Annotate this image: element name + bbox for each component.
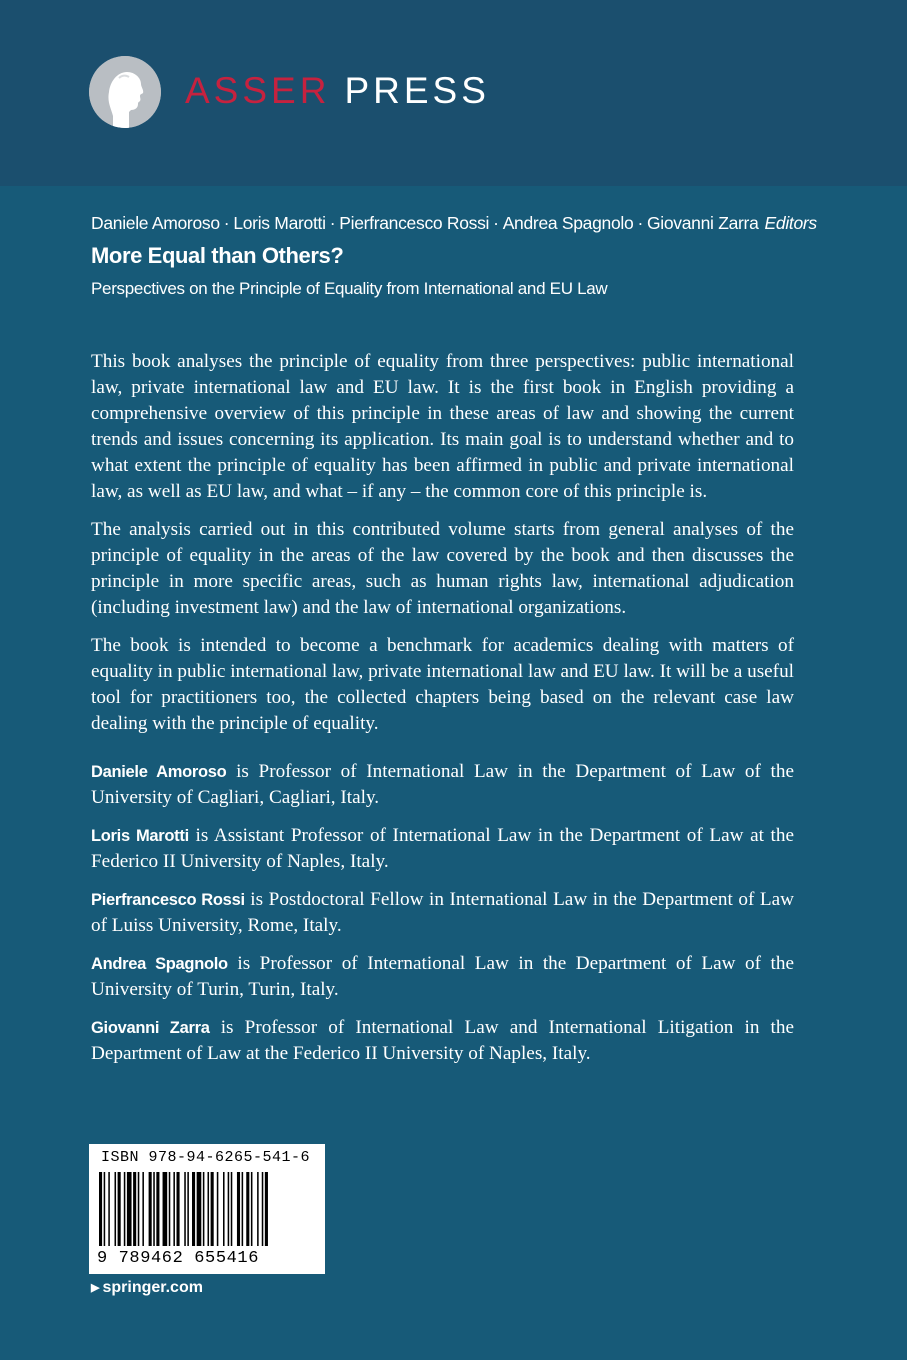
barcode-bar <box>262 1172 264 1246</box>
brand-asser: ASSER <box>185 70 331 111</box>
editor-name: Loris Marotti <box>233 213 326 233</box>
barcode-digits: 9 789462 655416 <box>97 1249 260 1268</box>
barcode-bar <box>99 1172 102 1246</box>
bio-name: Giovanni Zarra <box>91 1019 210 1037</box>
book-description <box>91 349 794 749</box>
barcode-bar <box>127 1172 132 1246</box>
barcode-bar <box>187 1172 189 1246</box>
isbn-barcode <box>89 1144 325 1274</box>
bio-name: Andrea Spagnolo <box>91 955 228 973</box>
barcode-bar <box>197 1172 202 1246</box>
bio-text: is Postdoctoral Fellow in International Law in the Department of Law of Luiss University, Rome, Italy. <box>91 889 794 936</box>
bio-name: Daniele Amoroso <box>91 763 227 781</box>
editor-separator: · <box>223 213 230 233</box>
barcode-bar <box>108 1172 110 1246</box>
bio-text: is Professor of International Law in the Department of Law of the University of Cagliari, Cagliari, Italy. <box>91 761 794 808</box>
barcode-bar <box>237 1172 240 1246</box>
asser-portrait-logo-icon <box>89 56 161 128</box>
barcode-bar <box>228 1172 230 1246</box>
triangle-right-icon: ▶ <box>91 1282 100 1294</box>
editor-bio <box>91 951 794 1003</box>
bio-text: is Professor of International Law in the Department of Law of the University of Turin, Turin, Italy. <box>91 953 794 1000</box>
editor-bio <box>91 823 794 875</box>
barcode-bar <box>177 1172 180 1246</box>
editor-bio <box>91 759 794 811</box>
barcode-bar <box>133 1172 136 1246</box>
editor-name: Andrea Spagnolo <box>502 213 634 233</box>
bio-name: Loris Marotti <box>91 827 189 845</box>
description-paragraph: This book analyses the principle of equality from three perspectives: public international law, private international law and EU law. It is the first book in English providing a comprehensive overview of this principle in these areas of law and showing the current trends and issues concerning its application. Its main goal is to understand whether and to what extent the principle of equality has been affirmed in public and private international law, as well as EU law, and what – if any – the common core of this principle is. <box>91 351 794 502</box>
editor-bio <box>91 887 794 939</box>
barcode-bars <box>99 1172 315 1246</box>
bio-name: Pierfrancesco Rossi <box>91 891 245 909</box>
barcode-bar <box>163 1172 168 1246</box>
isbn-label: ISBN 978-94-6265-541-6 <box>101 1149 311 1166</box>
barcode-bar <box>211 1172 214 1246</box>
editor-name: Giovanni Zarra <box>646 213 759 233</box>
editor-bio <box>91 1015 794 1067</box>
barcode-bar <box>104 1172 106 1246</box>
barcode-bar <box>115 1172 117 1246</box>
barcode-bar <box>246 1172 249 1246</box>
barcode-bar <box>208 1172 210 1246</box>
portrait-profile-icon <box>89 56 161 128</box>
bio-text: is Assistant Professor of International Law in the Department of Law at the Federico II University of Naples, Italy. <box>91 825 794 872</box>
publisher-header-band <box>0 0 907 186</box>
barcode-bar <box>124 1172 126 1246</box>
barcode-bar <box>251 1172 253 1246</box>
editors-role: Editors <box>764 213 817 233</box>
barcode-bar <box>138 1172 140 1246</box>
editor-separator: · <box>329 213 336 233</box>
barcode-bar <box>169 1172 171 1246</box>
barcode-bar <box>217 1172 219 1246</box>
barcode-bar <box>184 1172 186 1246</box>
editor-name: Daniele Amoroso <box>91 213 220 233</box>
editor-separator: · <box>493 213 499 233</box>
barcode-bar <box>173 1172 175 1246</box>
editor-name: Pierfrancesco Rossi <box>339 213 490 233</box>
editor-bios <box>91 759 794 1079</box>
springer-url: springer.com <box>102 1279 203 1296</box>
barcode-bar <box>265 1172 268 1246</box>
barcode-bar <box>231 1172 233 1246</box>
asser-press-wordmark <box>185 66 490 116</box>
barcode-bar <box>203 1172 205 1246</box>
bio-text: is Professor of International Law and International Litigation in the Department of Law at the Federico II University of Naples, Italy. <box>91 1017 794 1064</box>
editor-separator: · <box>637 213 643 233</box>
barcode-bar <box>242 1172 244 1246</box>
springer-link[interactable] <box>91 1277 203 1299</box>
barcode-bar <box>153 1172 155 1246</box>
description-paragraph: The analysis carried out in this contributed volume starts from general analyses of the principle of equality in the areas of the law covered by the book and then discusses the principle in more specific areas, such as human rights law, international adjudication (including investment law) and the law of international organizations. <box>91 519 794 618</box>
editors-line <box>91 211 871 235</box>
barcode-bar <box>118 1172 121 1246</box>
barcode-bar <box>223 1172 225 1246</box>
barcode-bar <box>142 1172 144 1246</box>
book-subtitle: Perspectives on the Principle of Equality from International and EU Law <box>91 279 608 298</box>
brand-press: PRESS <box>344 70 490 111</box>
book-title: More Equal than Others? <box>91 243 344 268</box>
barcode-bar <box>257 1172 259 1246</box>
barcode-bar <box>192 1172 195 1246</box>
barcode-bar <box>149 1172 152 1246</box>
barcode-bar <box>156 1172 159 1246</box>
description-paragraph: The book is intended to become a benchmark for academics dealing with matters of equality in public international law, private international law and EU law. It will be a useful tool for practitioners too, the collected chapters being based on the relevant case law dealing with the principle of equality. <box>91 635 794 734</box>
